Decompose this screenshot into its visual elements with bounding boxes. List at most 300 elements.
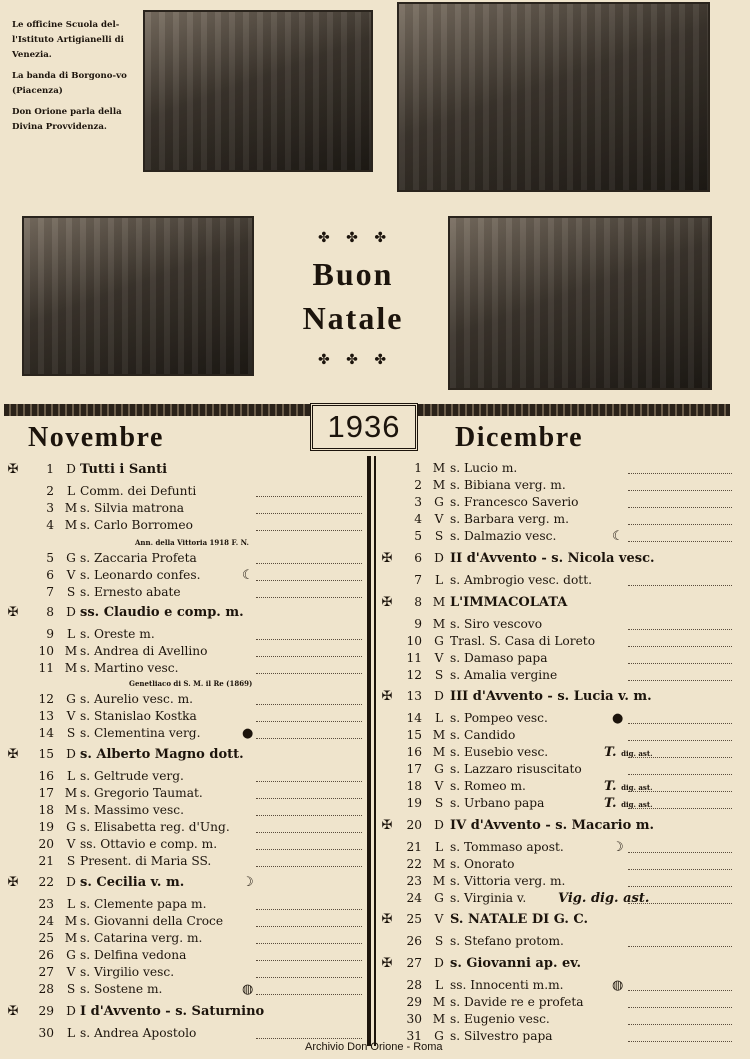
- weekday-letter: G: [434, 634, 444, 648]
- day-number: 17: [406, 762, 422, 776]
- weekday-letter: M: [64, 914, 78, 928]
- digiuno-label: dig. ast.: [621, 783, 653, 792]
- day-number: 4: [414, 512, 422, 526]
- calendar-row: [380, 594, 732, 611]
- feast-cross-icon: ✠: [381, 551, 393, 566]
- calendar-row: [380, 873, 732, 890]
- weekday-letter: D: [66, 1004, 76, 1018]
- weekday-letter: D: [434, 956, 444, 970]
- day-number: 10: [38, 644, 54, 658]
- notes-line: [256, 926, 362, 927]
- saint-name: s. Davide re e profeta: [450, 995, 584, 1009]
- day-number: 23: [38, 897, 54, 911]
- day-number: 4: [46, 518, 54, 532]
- caption-venezia: Le officine Scuola del-l'Istituto Artigianelli di Venezia.: [12, 20, 124, 60]
- weekday-letter: V: [66, 568, 76, 582]
- day-number: 3: [46, 501, 54, 515]
- calendar-row: [380, 839, 732, 856]
- feast-cross-icon: ✠: [381, 689, 393, 704]
- calendar-row: [6, 626, 362, 643]
- feast-cross-icon: ✠: [7, 1004, 19, 1019]
- note-genetliaco-re: Genetliaco di S. M. il Re (1869): [129, 679, 253, 688]
- digiuno-mark: [604, 795, 653, 813]
- calendar-row: [6, 708, 362, 725]
- saint-name: III d'Avvento - s. Lucia v. m.: [450, 689, 652, 704]
- day-number: 11: [406, 651, 422, 665]
- saint-name: Present. di Maria SS.: [80, 854, 212, 868]
- saint-name: s. Zaccaria Profeta: [80, 551, 197, 565]
- saint-name: s. Leonardo confes.: [80, 568, 201, 582]
- saint-name: ss. Claudio e comp. m.: [80, 605, 244, 620]
- calendar-row: [380, 933, 732, 950]
- month-title-dicembre: Dicembre: [455, 422, 584, 453]
- feast-cross-icon: ✠: [381, 956, 393, 971]
- saint-name: s. Elisabetta reg. d'Ung.: [80, 820, 230, 834]
- calendar-row: [380, 977, 732, 994]
- saint-name: L'IMMACOLATA: [450, 595, 568, 610]
- day-number: 5: [46, 551, 54, 565]
- weekday-letter: G: [434, 495, 444, 509]
- day-number: 8: [414, 595, 422, 609]
- saint-name: s. Cecilia v. m.: [80, 875, 185, 890]
- notes-line: [628, 886, 732, 887]
- saint-name: s. Eugenio vesc.: [450, 1012, 550, 1026]
- notes-line: [628, 490, 732, 491]
- weekday-letter: V: [434, 779, 444, 793]
- saint-name: s. Aurelio vesc. m.: [80, 692, 194, 706]
- notes-line: [628, 852, 732, 853]
- weekday-letter: V: [434, 651, 444, 665]
- saint-name: s. Vittoria verg. m.: [450, 874, 566, 888]
- digiuno-mark: [604, 778, 653, 796]
- moon-phase-icon: ◍: [612, 978, 624, 993]
- saint-name: s. Stanislao Kostka: [80, 709, 197, 723]
- weekday-letter: M: [432, 1012, 446, 1026]
- greeting-natale: Natale: [302, 300, 404, 336]
- calendar-row: [380, 494, 732, 511]
- moon-phase-icon: ☾: [612, 529, 624, 544]
- calendar-row: [6, 725, 362, 742]
- notes-line: [256, 994, 362, 995]
- weekday-letter: G: [434, 762, 444, 776]
- calendar-row: [380, 727, 732, 744]
- saint-name: s. Clementina verg.: [80, 726, 201, 740]
- notes-line: [256, 563, 362, 564]
- saint-name: s. Andrea Apostolo: [80, 1026, 197, 1040]
- notes-line: [628, 1041, 732, 1042]
- day-number: 7: [414, 573, 422, 587]
- weekday-letter: L: [434, 840, 444, 854]
- weekday-letter: M: [432, 995, 446, 1009]
- saint-name: s. Virgilio vesc.: [80, 965, 175, 979]
- weekday-letter: M: [432, 595, 446, 609]
- saint-name: s. Giovanni della Croce: [80, 914, 224, 928]
- weekday-letter: V: [434, 912, 444, 926]
- weekday-letter: L: [66, 897, 76, 911]
- day-number: 27: [38, 965, 54, 979]
- notes-line: [628, 869, 732, 870]
- saint-name: s. Alberto Magno dott.: [80, 747, 244, 762]
- notes-line: [256, 580, 362, 581]
- weekday-letter: D: [434, 551, 444, 565]
- day-number: 12: [406, 668, 422, 682]
- column-divider-left: [367, 456, 371, 1046]
- notes-line: [628, 629, 732, 630]
- weekday-letter: L: [434, 711, 444, 725]
- day-number: 28: [406, 978, 422, 992]
- day-number: 25: [406, 912, 422, 926]
- notes-line: [628, 774, 732, 775]
- weekday-letter: L: [66, 769, 76, 783]
- notes-line: [256, 656, 362, 657]
- notes-line: [628, 946, 732, 947]
- day-number: 19: [406, 796, 422, 810]
- saint-name: s. Ambrogio vesc. dott.: [450, 573, 592, 587]
- notes-line: [628, 524, 732, 525]
- calendar-row: [6, 874, 362, 891]
- notes-line: [628, 680, 732, 681]
- calendar-row: [380, 761, 732, 778]
- calendar-row: [380, 528, 732, 545]
- weekday-letter: G: [66, 551, 76, 565]
- day-number: 19: [38, 820, 54, 834]
- calendar-row: [6, 567, 362, 584]
- notes-line: [628, 541, 732, 542]
- day-number: 14: [38, 726, 54, 740]
- saint-name: s. Oreste m.: [80, 627, 155, 641]
- day-number: 21: [38, 854, 54, 868]
- saint-name: s. Onorato: [450, 857, 515, 871]
- digiuno-letter: T.: [604, 745, 617, 760]
- weekday-letter: L: [66, 484, 76, 498]
- weekday-letter: M: [64, 931, 78, 945]
- calendar-row: [6, 853, 362, 870]
- weekday-letter: M: [64, 644, 78, 658]
- saint-name: I d'Avvento - s. Saturnino: [80, 1004, 265, 1019]
- note-anniversario-vittoria: Ann. della Vittoria 1918 F. N.: [135, 538, 249, 547]
- calendar-row: [6, 500, 362, 517]
- day-number: 24: [406, 891, 422, 905]
- archive-footer: Archivio Don Orione - Roma: [305, 1041, 443, 1053]
- saint-name: s. Massimo vesc.: [80, 803, 184, 817]
- calendar-row: [6, 981, 362, 998]
- calendar-row: [380, 817, 732, 834]
- saint-name: s. Martino vesc.: [80, 661, 179, 675]
- saint-name: s. Bibiana verg. m.: [450, 478, 566, 492]
- calendar-row: [6, 746, 362, 763]
- moon-phase-icon: ●: [242, 726, 254, 741]
- weekday-letter: M: [432, 728, 446, 742]
- weekday-letter: M: [432, 857, 446, 871]
- saint-name: s. Damaso papa: [450, 651, 548, 665]
- calendar-row: [380, 856, 732, 873]
- weekday-letter: M: [64, 501, 78, 515]
- feast-cross-icon: ✠: [7, 462, 19, 477]
- day-number: 8: [46, 605, 54, 619]
- calendar-row: [380, 650, 732, 667]
- digiuno-label: dig. ast.: [621, 800, 653, 809]
- weekday-letter: D: [434, 818, 444, 832]
- calendar-row: [6, 964, 362, 981]
- weekday-letter: G: [66, 820, 76, 834]
- calendar-row: [380, 994, 732, 1011]
- notes-line: [256, 639, 362, 640]
- weekday-letter: M: [64, 661, 78, 675]
- calendar-row: [6, 896, 362, 913]
- calendar-row: [6, 1025, 362, 1042]
- weekday-letter: D: [66, 747, 76, 761]
- notes-line: [256, 738, 362, 739]
- saint-name: s. Eusebio vesc.: [450, 745, 549, 759]
- calendar-row: [6, 461, 362, 478]
- notes-line: [628, 663, 732, 664]
- weekday-letter: M: [64, 803, 78, 817]
- photo-captions: [12, 18, 137, 141]
- calendar-row: [6, 483, 362, 500]
- saint-name: s. Lazzaro risuscitato: [450, 762, 582, 776]
- notes-line: [628, 473, 732, 474]
- day-number: 16: [406, 745, 422, 759]
- day-number: 20: [38, 837, 54, 851]
- notes-line: [256, 673, 362, 674]
- notes-line: [256, 704, 362, 705]
- feast-cross-icon: ✠: [7, 875, 19, 890]
- saint-name: Trasl. S. Casa di Loreto: [450, 634, 596, 648]
- weekday-letter: S: [434, 529, 444, 543]
- saint-name: s. Urbano papa: [450, 796, 545, 810]
- calendar-row: [380, 633, 732, 650]
- weekday-letter: D: [66, 462, 76, 476]
- saint-name: s. Francesco Saverio: [450, 495, 579, 509]
- notes-line: [256, 832, 362, 833]
- saint-name: s. Giovanni ap. ev.: [450, 956, 582, 971]
- feast-cross-icon: ✠: [381, 912, 393, 927]
- notes-line: [256, 496, 362, 497]
- day-number: 25: [38, 931, 54, 945]
- saint-name: s. Lucio m.: [450, 461, 518, 475]
- photo-officina: [22, 216, 254, 376]
- calendar-row: [6, 913, 362, 930]
- weekday-letter: V: [66, 837, 76, 851]
- day-number: 15: [406, 728, 422, 742]
- notes-line: [256, 781, 362, 782]
- calendar-row: [380, 795, 732, 812]
- saint-name: s. Sostene m.: [80, 982, 163, 996]
- moon-phase-icon: ☽: [612, 840, 624, 855]
- feast-cross-icon: ✠: [7, 747, 19, 762]
- weekday-letter: D: [66, 605, 76, 619]
- calendar-row: [6, 819, 362, 836]
- day-number: 10: [406, 634, 422, 648]
- weekday-letter: S: [66, 854, 76, 868]
- calendar-row: [6, 691, 362, 708]
- saint-name: II d'Avvento - s. Nicola vesc.: [450, 551, 655, 566]
- moon-phase-icon: ☽: [242, 875, 254, 890]
- notes-line: [256, 909, 362, 910]
- calendar-row: [6, 785, 362, 802]
- day-number: 2: [46, 484, 54, 498]
- notes-line: [256, 866, 362, 867]
- calendar-row: [380, 667, 732, 684]
- calendar-row: [6, 584, 362, 601]
- calendar-row: [380, 710, 732, 727]
- weekday-letter: S: [66, 982, 76, 996]
- weekday-letter: S: [66, 726, 76, 740]
- moon-phase-icon: ☾: [242, 568, 254, 583]
- weekday-letter: M: [432, 617, 446, 631]
- day-number: 20: [406, 818, 422, 832]
- moon-phase-icon: ●: [612, 711, 624, 726]
- notes-line: [256, 943, 362, 944]
- notes-line: [628, 1007, 732, 1008]
- saint-name: s. Candido: [450, 728, 516, 742]
- weekday-letter: M: [64, 518, 78, 532]
- saint-name: ss. Innocenti m.m.: [450, 978, 564, 992]
- calendar-row: [6, 550, 362, 567]
- saint-name: s. Siro vescovo: [450, 617, 543, 631]
- weekday-letter: D: [434, 689, 444, 703]
- column-divider-right: [374, 456, 376, 1046]
- notes-line: [628, 740, 732, 741]
- digiuno-label: dig. ast.: [621, 749, 653, 758]
- calendar-row: [380, 511, 732, 528]
- day-number: 18: [38, 803, 54, 817]
- calendar-row: [380, 1011, 732, 1028]
- saint-name: IV d'Avvento - s. Macario m.: [450, 818, 655, 833]
- day-number: 15: [38, 747, 54, 761]
- weekday-letter: L: [66, 1026, 76, 1040]
- photo-don-orione: [448, 216, 712, 390]
- day-number: 1: [414, 461, 422, 475]
- calendar-row: [6, 604, 362, 621]
- saint-name: s. Carlo Borromeo: [80, 518, 193, 532]
- saint-name: s. Amalia vergine: [450, 668, 558, 682]
- saint-name: s. Ernesto abate: [80, 585, 181, 599]
- day-number: 5: [414, 529, 422, 543]
- day-number: 22: [406, 857, 422, 871]
- weekday-letter: D: [66, 875, 76, 889]
- flourish-top: ✤ ✤ ✤: [317, 230, 393, 246]
- weekday-letter: V: [66, 965, 76, 979]
- calendar-row: [380, 616, 732, 633]
- month-title-novembre: Novembre: [28, 422, 164, 453]
- notes-line: [628, 585, 732, 586]
- day-number: 30: [38, 1026, 54, 1040]
- saint-name: s. Catarina verg. m.: [80, 931, 203, 945]
- calendar-row: [6, 1003, 362, 1020]
- weekday-letter: S: [66, 585, 76, 599]
- day-number: 28: [38, 982, 54, 996]
- weekday-letter: M: [432, 461, 446, 475]
- weekday-letter: M: [64, 786, 78, 800]
- day-number: 6: [414, 551, 422, 565]
- day-number: 9: [46, 627, 54, 641]
- calendar-row: [380, 550, 732, 567]
- notes-line: [628, 507, 732, 508]
- calendar-row: [380, 572, 732, 589]
- saint-name: s. Gregorio Taumat.: [80, 786, 203, 800]
- calendar-row: [6, 768, 362, 785]
- day-number: 30: [406, 1012, 422, 1026]
- day-number: 29: [406, 995, 422, 1009]
- weekday-letter: G: [66, 948, 76, 962]
- digiuno-mark: [604, 744, 653, 762]
- saint-name: Tutti i Santi: [80, 462, 168, 477]
- weekday-letter: M: [432, 874, 446, 888]
- weekday-letter: L: [434, 573, 444, 587]
- day-number: 14: [406, 711, 422, 725]
- caption-borgonovo: La banda di Borgono-vo (Piacenza): [12, 71, 127, 96]
- day-number: 29: [38, 1004, 54, 1018]
- vigilia-mark: Vig. dig. ast.: [558, 891, 650, 906]
- weekday-letter: V: [66, 709, 76, 723]
- notes-line: [628, 990, 732, 991]
- weekday-letter: L: [434, 978, 444, 992]
- saint-name: s. Tommaso apost.: [450, 840, 564, 854]
- day-number: 17: [38, 786, 54, 800]
- day-number: 13: [38, 709, 54, 723]
- day-number: 26: [38, 948, 54, 962]
- feast-cross-icon: ✠: [381, 595, 393, 610]
- calendar-row: [380, 688, 732, 705]
- weekday-letter: L: [66, 627, 76, 641]
- day-number: 18: [406, 779, 422, 793]
- feast-cross-icon: ✠: [7, 605, 19, 620]
- greeting-buon: Buon: [312, 256, 394, 292]
- weekday-letter: V: [434, 512, 444, 526]
- saint-name: s. Romeo m.: [450, 779, 526, 793]
- day-number: 21: [406, 840, 422, 854]
- calendar-row: [6, 802, 362, 819]
- calendar-row: [6, 930, 362, 947]
- day-number: 27: [406, 956, 422, 970]
- saint-name: s. Silvia matrona: [80, 501, 185, 515]
- day-number: 23: [406, 874, 422, 888]
- saint-name: s. Delfina vedona: [80, 948, 187, 962]
- flourish-bottom: ✤ ✤ ✤: [317, 352, 393, 368]
- weekday-letter: S: [434, 796, 444, 810]
- day-number: 3: [414, 495, 422, 509]
- day-number: 2: [414, 478, 422, 492]
- saint-name: s. Silvestro papa: [450, 1029, 553, 1043]
- saint-name: s. Virginia v.: [450, 891, 527, 905]
- notes-line: [256, 798, 362, 799]
- notes-line: [256, 530, 362, 531]
- calendar-row: [380, 890, 732, 907]
- calendar-row: [380, 477, 732, 494]
- notes-line: [256, 1038, 362, 1039]
- calendar-row: [380, 744, 732, 761]
- day-number: 16: [38, 769, 54, 783]
- saint-name: s. Andrea di Avellino: [80, 644, 208, 658]
- digiuno-letter: T.: [604, 779, 617, 794]
- photo-officine-venezia: [143, 10, 373, 172]
- saint-name: Comm. dei Defunti: [80, 484, 197, 498]
- day-number: 9: [414, 617, 422, 631]
- saint-name: S. NATALE DI G. C.: [450, 912, 589, 927]
- weekday-letter: M: [432, 478, 446, 492]
- notes-line: [256, 849, 362, 850]
- band-left: [4, 404, 310, 416]
- day-number: 26: [406, 934, 422, 948]
- weekday-letter: G: [434, 1029, 444, 1043]
- calendar-row: [380, 911, 732, 928]
- notes-line: [628, 646, 732, 647]
- calendar-row: [6, 836, 362, 853]
- notes-line: [628, 723, 732, 724]
- day-number: 13: [406, 689, 422, 703]
- weekday-letter: S: [434, 934, 444, 948]
